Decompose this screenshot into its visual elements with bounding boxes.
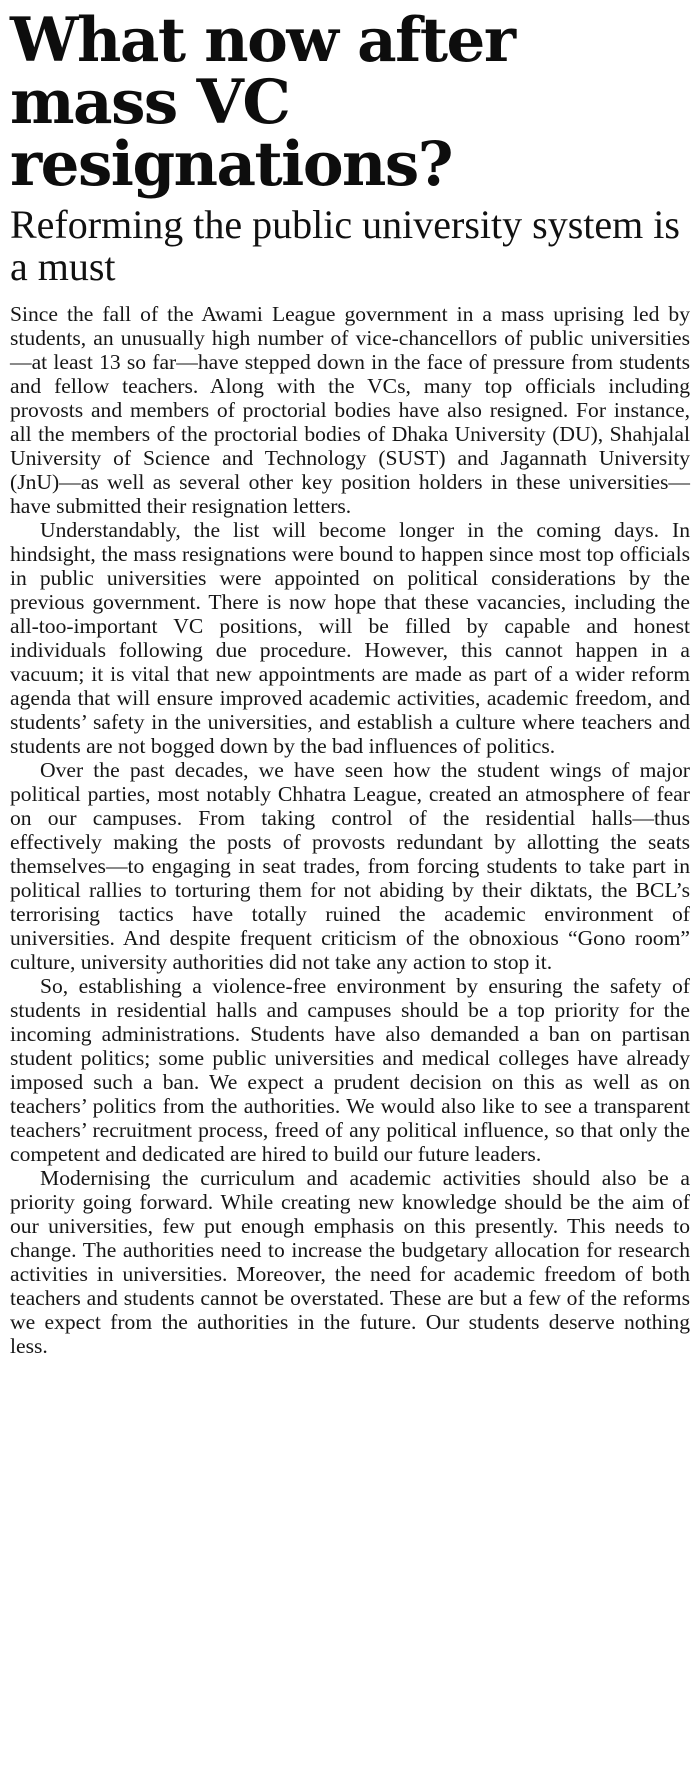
paragraph-4: So, establishing a violence-free environment by ensuring the safety of students in residential halls and campuses should be a top priority for the incoming administrations. Students have also demanded a ban on partisan student politics; some public universities and medical colleges have already imposed such a ban. We expect a prudent decision on this as well as on teachers’ politics from the authorities. We would also like to see a transparent teachers’ recruitment process, freed of any political influence, so that only the competent and dedicated are hired to build our future leaders.: [10, 974, 690, 1166]
subheadline: Reforming the public university system is a must: [10, 202, 680, 289]
headline: What now after mass VC resignations?: [10, 5, 515, 200]
editorial-article: [10, 5, 690, 1358]
paragraph-3: Over the past decades, we have seen how the student wings of major political parties, most notably Chhatra League, created an atmosphere of fear on our campuses. From taking control of the residential halls—thus effectively making the posts of provosts redundant by allotting the seats themselves—to engaging in seat trades, from forcing students to take part in political rallies to torturing them for not abiding by their diktats, the BCL’s terrorising tactics have totally ruined the academic environment of universities. And despite frequent criticism of the obnoxious “Gono room” culture, university authorities did not take any action to stop it.: [10, 758, 690, 974]
article-body: [10, 302, 690, 1358]
paragraph-5: Modernising the curriculum and academic activities should also be a priority going forward. While creating new knowledge should be the aim of our universities, few put enough emphasis on this presently. This needs to change. The authorities need to increase the budgetary allocation for research activities in universities. Moreover, the need for academic freedom of both teachers and students cannot be overstated. These are but a few of the reforms we expect from the authorities in the future. Our students deserve nothing less.: [10, 1166, 690, 1358]
paragraph-1: Since the fall of the Awami League government in a mass uprising led by students, an unusually high number of vice-chancellors of public universities—at least 13 so far—have stepped down in the face of pressure from students and fellow teachers. Along with the VCs, many top officials including provosts and members of proctorial bodies have also resigned. For instance, all the members of the proctorial bodies of Dhaka University (DU), Shahjalal University of Science and Technology (SUST) and Jagannath University (JnU)—as well as several other key position holders in these universities—have submitted their resignation letters.: [10, 302, 690, 518]
paragraph-2: Understandably, the list will become longer in the coming days. In hindsight, the mass resignations were bound to happen since most top officials in public universities were appointed on political considerations by the previous government. There is now hope that these vacancies, including the all-too-important VC positions, will be filled by capable and honest individuals following due procedure. However, this cannot happen in a vacuum; it is vital that new appointments are made as part of a wider reform agenda that will ensure improved academic activities, academic freedom, and students’ safety in the universities, and establish a culture where teachers and students are not bogged down by the bad influences of politics.: [10, 518, 690, 758]
